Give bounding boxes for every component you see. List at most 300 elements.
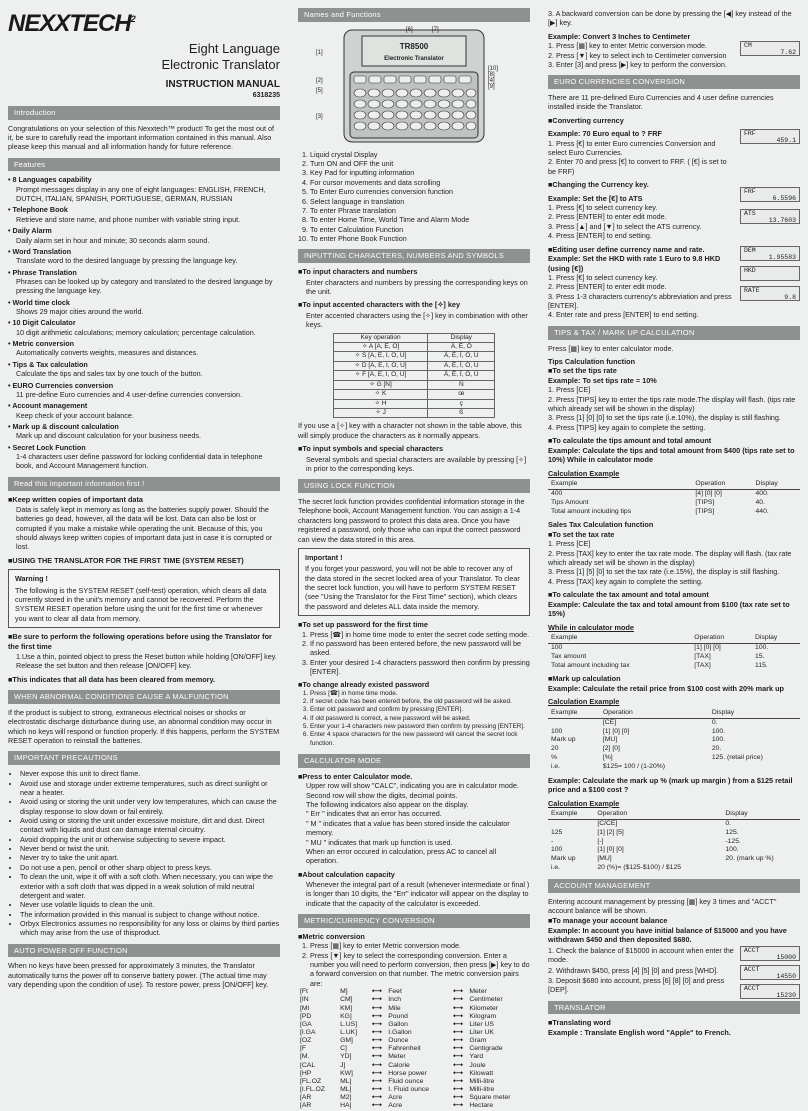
table-row bbox=[548, 855, 800, 864]
accent-text: Enter accented characters using the [✧] key in combination with other keys. bbox=[306, 310, 528, 330]
double-arrow-icon: ⟷ bbox=[452, 1061, 463, 1069]
change-password-steps bbox=[310, 690, 530, 748]
table-cell: [TAX] bbox=[694, 652, 711, 660]
right-column bbox=[540, 0, 808, 1095]
metric-pair-to: Kilometer bbox=[469, 1004, 499, 1012]
table-cell: [%] bbox=[602, 754, 613, 762]
tax-set-step: 2. Press [TAX] key to enter the tax rate mode. The display will flash. (tax rate which already set will be shown in the display) bbox=[548, 548, 792, 568]
lcd-frf: FRF 459.1 bbox=[740, 129, 800, 144]
table-cell: [TIPS] bbox=[695, 507, 715, 515]
metric-steps bbox=[310, 941, 530, 988]
metric-pair-row bbox=[298, 1078, 530, 1086]
lcd-rate: RATE 9.8 bbox=[740, 286, 800, 301]
table-cell bbox=[709, 763, 800, 772]
key-table-row bbox=[333, 342, 494, 351]
change-password-step: 3. Enter old password and confirm by pressing [ENTER]. bbox=[310, 706, 530, 714]
table-row bbox=[548, 728, 800, 737]
callout-8: [8] bbox=[488, 71, 495, 78]
metric-pair-from: Gallon bbox=[388, 1020, 408, 1028]
table-row bbox=[548, 662, 800, 671]
double-arrow-icon: ⟷ bbox=[371, 1077, 382, 1085]
lock-important-box bbox=[298, 548, 530, 616]
double-arrow-icon: ⟷ bbox=[371, 1053, 382, 1061]
table-cell: 100 bbox=[551, 643, 563, 651]
feature-desc: Daily alarm set in hour and minute; 30 seconds alarm sound. bbox=[16, 235, 210, 245]
changing-step: 2. Press [ENTER] to enter edit mode. bbox=[548, 212, 667, 222]
metric-pair-to: Yard bbox=[469, 1053, 484, 1061]
metric-pair-from: Horse power bbox=[388, 1069, 427, 1077]
table-row bbox=[548, 643, 800, 652]
table-cell: [1] [2] [5] bbox=[597, 828, 624, 836]
metric-pair-row bbox=[298, 1070, 530, 1078]
table-cell: [2] [0] bbox=[602, 745, 620, 753]
table-cell bbox=[722, 864, 800, 873]
device-model-label: TR8500 bbox=[399, 41, 429, 51]
callout-3: [3] bbox=[316, 113, 323, 120]
account-step: 2. Withdrawn $450, press [4] [5] [0] and press [WHD]. bbox=[548, 965, 719, 975]
double-arrow-icon: ⟷ bbox=[452, 1094, 463, 1102]
features-list bbox=[8, 175, 280, 470]
intro-heading: Introduction bbox=[8, 106, 280, 120]
double-arrow-icon: ⟷ bbox=[371, 988, 382, 996]
callout-6: [6] bbox=[406, 26, 413, 33]
metric-pair-code: KM] bbox=[340, 1004, 353, 1012]
feature-desc: 11 pre-define Euro currencies and 4 user-define currencies conversion. bbox=[16, 389, 242, 399]
editing-step: 4. Enter rate and press [ENTER] to end setting. bbox=[548, 310, 699, 320]
metric-pair-code: M2] bbox=[340, 1094, 352, 1102]
table-cell: 100. bbox=[755, 643, 769, 651]
feature-desc: Phrases can be looked up by category and translated to the desired language by pressing the language key. bbox=[16, 276, 273, 296]
double-arrow-icon: ⟷ bbox=[452, 1069, 463, 1077]
double-arrow-icon: ⟷ bbox=[452, 1086, 463, 1094]
metric-pair-code: [AR bbox=[300, 1102, 312, 1110]
euro-text: There are 11 pre-defined Euro Currencies and 4 user define currencies installed inside the Translator. bbox=[548, 93, 774, 112]
be-sure-heading: ■Be sure to perform the following operations before using the Translator for the first time bbox=[8, 632, 272, 651]
table-cell: 440. bbox=[755, 507, 769, 515]
metric-pair-code: [M. bbox=[300, 1053, 310, 1061]
metric-step: 2. Press [▼] key to select the corresponding conversion. Enter a number you will need to perform conversion, then press [▶] key to do a forward conversion on that number. The metric conversion pairs are: bbox=[310, 951, 530, 988]
key-table-cell: ç bbox=[428, 399, 495, 408]
tips-set-step: 3. Press [1] [0] [0] to set the tips rate (i.e.10%), the display is still flashing. bbox=[548, 413, 781, 423]
names-item: 1. Liquid crystal Display bbox=[310, 150, 530, 159]
table-row bbox=[548, 508, 800, 517]
callout-1: [1] bbox=[316, 49, 323, 56]
metric-pairs-table bbox=[298, 988, 530, 1110]
changing-step: 1. Press [€] to select currency key. bbox=[548, 203, 658, 213]
double-arrow-icon: ⟷ bbox=[371, 1004, 382, 1012]
feature-desc: 1-4 characters user define password for locking confidential data in telephone book, and Account Management function. bbox=[16, 452, 263, 471]
metric-pair-row bbox=[298, 1045, 530, 1053]
table-cell: Tax amount bbox=[551, 652, 587, 660]
precaution-item: • To clean the unit, wipe it off with a soft cloth. When necessary, you can wipe the exterior with a soft cloth that was dipped in a weak solution of mild neutral detergent and water. bbox=[20, 872, 280, 900]
tax-calc-heading: ■To calculate the tax amount and total amount bbox=[548, 590, 709, 600]
lock-important-title: Important ! bbox=[305, 552, 343, 562]
account-heading: ACCOUNT MANAGEMENT bbox=[548, 879, 800, 893]
metric-pair-to: Meter bbox=[469, 988, 487, 996]
metric-conversion-heading: ■Metric conversion bbox=[298, 931, 365, 941]
keep-copies-heading: ■Keep written copies of important data bbox=[8, 494, 143, 504]
change-password-step: 6. Enter 4 space characters for the new password will cancel the secret lock function. bbox=[310, 731, 530, 748]
features-heading: Features bbox=[8, 158, 280, 172]
warning-text: The following is the SYSTEM RESET (self-test) operation, which clears all data currently stored in the unit's memory and cannot be recovered. Perform the SYSTEM RESET operation before using the unit for the first time or whenever you want to clear all data from memory. bbox=[15, 585, 267, 623]
key-table-cell: ✧ J bbox=[333, 409, 428, 418]
symbols-heading: ■To input symbols and special characters bbox=[298, 444, 443, 454]
device-drawing bbox=[314, 26, 514, 146]
key-table-header-display: Display bbox=[428, 333, 495, 342]
input-chars-text: Enter characters and numbers by pressing the corresponding keys on the unit. bbox=[306, 277, 528, 296]
precaution-item: • Avoid using or storing the unit under very low temperatures, which can cause the display response to slow down or fail entirely. bbox=[20, 797, 280, 816]
autopower-heading: AUTO POWER OFF FUNCTION bbox=[8, 944, 280, 958]
feature-title: • 8 Languages capability bbox=[8, 175, 92, 185]
tips-set-example: Example: To set tips rate = 10% bbox=[548, 375, 657, 385]
device-model-sub: Electronic Translator bbox=[384, 55, 444, 62]
product-title: Eight Language Electronic Translator bbox=[161, 41, 280, 73]
tips-set-heading: ■To set the tips rate bbox=[548, 366, 617, 376]
callout-5: [5] bbox=[316, 87, 323, 94]
names-item: 8. To enter Home Time, World Time and Alarm Mode bbox=[310, 215, 530, 224]
metric-pair-row bbox=[298, 1037, 530, 1045]
tips-example-label: Calculation Example bbox=[548, 468, 620, 478]
tips-set-step: 2. Press [TIPS] key to enter the tips rate mode.The display will flash. (tips rate which already set will be shown in the display) bbox=[548, 394, 796, 414]
double-arrow-icon: ⟷ bbox=[452, 1028, 463, 1036]
feature-title: • World time clock bbox=[8, 297, 70, 307]
table-cell: [CE] bbox=[602, 718, 617, 726]
metric-pair-code: [MI bbox=[300, 1004, 310, 1012]
changing-step: 3. Press [▲] and [▼] to select the ATS currency. bbox=[548, 221, 702, 231]
metric-pair-to: Liter UK bbox=[469, 1028, 494, 1036]
names-item: 5. To Enter Euro currencies conversion function bbox=[310, 187, 530, 196]
warning-title: Warning ! bbox=[15, 574, 48, 584]
table-cell: [C/CE] bbox=[597, 819, 618, 827]
metric-pair-from: Feet bbox=[388, 988, 402, 996]
converting-example: Example: 70 Euro equal to ? FRF bbox=[548, 129, 662, 139]
table-row bbox=[548, 653, 800, 662]
set-password-steps bbox=[310, 630, 530, 677]
left-column bbox=[0, 0, 288, 1095]
metric-pair-from: Mile bbox=[388, 1004, 401, 1012]
tips-set-steps bbox=[548, 385, 800, 432]
metric-pair-to: Milli-litre bbox=[469, 1077, 495, 1085]
precaution-item: • Never bend or twist the unit. bbox=[20, 844, 280, 853]
double-arrow-icon: ⟷ bbox=[371, 1045, 382, 1053]
table-row bbox=[548, 736, 800, 745]
calc-item: " M " indicates that a value has been stored inside the calculator memory. bbox=[306, 818, 510, 838]
lcd-acct-3: ACCT 15230 bbox=[740, 984, 800, 999]
tips-text: Press [▦] key to enter calculator mode. bbox=[548, 343, 674, 353]
table-cell bbox=[548, 718, 600, 727]
metric-pair-code: C] bbox=[340, 1045, 347, 1053]
example-cm-step: 3. Enter [3] and press [▶] key to perform the conversion. bbox=[548, 59, 727, 69]
names-item: 3. Key Pad for inputting information bbox=[310, 168, 530, 177]
key-table-row bbox=[333, 371, 494, 380]
precaution-item: • Do not use a pen, pencil or other sharp object to press keys. bbox=[20, 863, 280, 872]
euro-heading: EURO CURRENCIES CONVERSION bbox=[548, 75, 800, 89]
table-cell: Total amount including tips bbox=[551, 507, 632, 515]
precaution-item: • Avoid use and storage under extreme temperatures, such as direct sunlight or near a heater. bbox=[20, 779, 280, 798]
table-cell: 100. bbox=[725, 846, 739, 854]
example-cm-step: 1. Press [▦] key to enter Metric conversion mode. bbox=[548, 41, 707, 51]
set-password-step: 2. If no password has been entered before, the new password will be asked. bbox=[310, 639, 530, 658]
table-row bbox=[548, 489, 800, 498]
metric-pair-from: I. Fluid ounce bbox=[388, 1086, 430, 1094]
lock-heading: USING LOCK FUNCTION bbox=[298, 479, 530, 493]
tax-example-table: Example Operation Display 100 [1] [0] [0] 100. Tax amount [TAX] 15. Total amount including tax [TAX] 115. bbox=[548, 634, 800, 670]
be-sure-text: 1.Use a thin, pointed object to press the Reset button while holding [ON/OFF] key. Release the set button and then release [ON/OFF] key. bbox=[16, 652, 277, 671]
metric-pair-to: Kilogram bbox=[469, 1012, 497, 1020]
converting-heading: ■Converting currency bbox=[548, 115, 624, 125]
table-cell: 20 (%)= ($125-$100) / $125 bbox=[597, 864, 682, 872]
table-cell: 100. bbox=[711, 736, 726, 744]
example-cm-block bbox=[548, 41, 800, 69]
key-table-header-op: Key operation bbox=[333, 333, 428, 342]
feature-title: • Metric conversion bbox=[8, 339, 75, 349]
accent-after-text: If you use a [✧] key with a character not shown in the table above, this will simply produce the characters as it normally appears. bbox=[298, 421, 522, 440]
metric-pair-to: Kilowatt bbox=[469, 1069, 494, 1077]
metric-pair-to: Milli-litre bbox=[469, 1086, 495, 1094]
table-row bbox=[548, 829, 800, 838]
lcd-acct-2: ACCT 14550 bbox=[740, 965, 800, 980]
key-table-row bbox=[333, 380, 494, 389]
feature-title: • 10 Digit Calculator bbox=[8, 318, 76, 328]
table-cell: 400 bbox=[551, 489, 563, 497]
table-row bbox=[548, 864, 800, 873]
metric-pair-from: I.Gallon bbox=[388, 1028, 412, 1036]
feature-desc: Translate word to the desired language by pressing the language key. bbox=[16, 256, 238, 266]
warning-box bbox=[8, 569, 280, 628]
feature-desc: Calculate the tips and sales tax by one touch of the button. bbox=[16, 369, 203, 379]
table-cell: [TAX] bbox=[694, 661, 711, 669]
backward-conversion-text: 3. A backward conversion can be done by pressing the [◀] key instead of the [▶] key. bbox=[548, 9, 792, 28]
metric-pair-row bbox=[298, 988, 530, 996]
example-cm-step: 2. Press [▼] key to select inch to Centimeter conversion bbox=[548, 50, 727, 60]
double-arrow-icon: ⟷ bbox=[371, 1069, 382, 1077]
table-cell: 400. bbox=[755, 489, 769, 497]
change-password-step: 1. Press [☎] in home time mode. bbox=[310, 690, 530, 698]
markup-example: Example: Calculate the retail price from $100 cost with 20% mark up bbox=[548, 683, 785, 693]
tax-set-step: 4. Press [TAX] key again to complete the setting. bbox=[548, 576, 703, 586]
table-row bbox=[548, 745, 800, 754]
tips-example-table: Example Operation Display 400 [4] [0] [0] 400. Tips Amount [TIPS] 40. Total amount including tips [TIPS] 440. bbox=[548, 480, 800, 516]
double-arrow-icon: ⟷ bbox=[452, 1020, 463, 1028]
double-arrow-icon: ⟷ bbox=[452, 1037, 463, 1045]
table-cell: 0. bbox=[725, 819, 732, 827]
metric-pair-row bbox=[298, 1053, 530, 1061]
tips-heading: TIPS & TAX / MARK UP CALCULATION bbox=[548, 326, 800, 340]
table-cell: Total amount including tax bbox=[551, 661, 630, 669]
precaution-item: • Never try to take the unit apart. bbox=[20, 853, 280, 862]
calc-item: " Err " indicates that an error has occurred. bbox=[306, 809, 442, 819]
key-table-cell: ✧ F [A, E, I, O, U] bbox=[333, 371, 428, 380]
feature-desc: Retrieve and store name, and phone number with variable string input. bbox=[16, 214, 241, 224]
table-cell: Mark up bbox=[551, 855, 576, 863]
calc-capacity-text: Whenever the integral part of a result (whenever intermediate or final ) is longer than 10 digits, the "Err" indicator will appear on the display to indicate that the capacity of the calculator is exceeded. bbox=[306, 880, 530, 908]
table-cell: 20 bbox=[551, 745, 559, 753]
precaution-item: • Avoid dropping the unit or otherwise subjecting to severe impact. bbox=[20, 835, 280, 844]
metric-pair-code: CM] bbox=[340, 996, 353, 1004]
table-cell: -125. bbox=[725, 837, 741, 845]
metric-pair-code: HA] bbox=[340, 1102, 352, 1110]
metric-pair-code: [CAL bbox=[300, 1061, 316, 1069]
tax-while-label: While in calculator mode bbox=[548, 622, 634, 632]
metric-step: 1. Press [▦] key to enter Metric conversion mode. bbox=[310, 941, 530, 950]
brand-logo: NEXXTECH$^2$ bbox=[8, 10, 135, 37]
intro-text: Congratulations on your selection of this Nexxtech™ product! To get the most out of it, be sure to carefully read the important information contained in this manual. Also please keep this manual and all information handy for future reference. bbox=[8, 123, 274, 152]
table-cell: i.e. bbox=[551, 864, 561, 872]
double-arrow-icon: ⟷ bbox=[371, 1102, 382, 1110]
metric-pair-row bbox=[298, 1005, 530, 1013]
calc-items bbox=[306, 781, 530, 865]
table-cell: 125. bbox=[725, 828, 739, 836]
markup-example-table: Example Operation Display [CE] 0. 100 [1] [0] [0] 100. Mark up [MU] 100. 20 [2] [0] 20. % [%] 125. (retail price) i.e. $125= 100 / (1-20%) bbox=[548, 709, 800, 772]
precaution-item: • Never expose this unit to direct flame. bbox=[20, 769, 280, 778]
callout-7: [7] bbox=[432, 26, 439, 33]
table-cell: Mark up bbox=[551, 736, 576, 744]
calc-item: Upper row will show "CALC", indicating you are in calculator mode. bbox=[306, 781, 519, 791]
editing-example: Example: Set the HKD with rate 1 Euro to 9.8 HKD (using [€]) bbox=[548, 254, 721, 273]
tax-function-heading: Sales Tax Calculation function bbox=[548, 520, 654, 530]
callout-9: [9] bbox=[488, 83, 495, 90]
table-row bbox=[548, 754, 800, 763]
example-cm-heading: Example: Convert 3 Inches to Centimeter bbox=[548, 31, 691, 41]
calc-item: The following indicators also appear on the display. bbox=[306, 800, 469, 810]
converting-step: 2. Enter 70 and press [€] to convert to FRF. ( [€] is set to be FRF) bbox=[548, 157, 727, 176]
key-table-cell: ✧ S [A, E, I, O, U] bbox=[333, 352, 428, 361]
tax-set-heading: ■To set the tax rate bbox=[548, 529, 615, 539]
metric-pair-row bbox=[298, 1062, 530, 1070]
changing-step: 4. Press [ENTER] to end setting. bbox=[548, 231, 652, 241]
metric-pair-row bbox=[298, 996, 530, 1004]
double-arrow-icon: ⟷ bbox=[452, 1045, 463, 1053]
table-row bbox=[548, 718, 800, 727]
feature-desc: Keep check of your account balance. bbox=[16, 410, 134, 420]
metric-pair-from: Pound bbox=[388, 1012, 408, 1020]
table-cell: 20. (mark up %) bbox=[725, 855, 774, 863]
table-cell: 0. bbox=[711, 718, 718, 726]
metric-pair-row bbox=[298, 1102, 530, 1110]
metric-pair-row bbox=[298, 1021, 530, 1029]
translator-heading: TRANSLATOR bbox=[548, 1001, 800, 1015]
table-row bbox=[548, 838, 800, 847]
editing-step: 2. Press [ENTER] to enter edit mode. bbox=[548, 282, 667, 292]
key-table-row bbox=[333, 399, 494, 408]
lcd-acct-1: ACCT 15000 bbox=[740, 946, 800, 961]
table-cell: 100 bbox=[551, 846, 563, 854]
key-table-cell: ß bbox=[428, 409, 495, 418]
table-row bbox=[548, 846, 800, 855]
calc-enter-heading: ■Press to enter Calculator mode. bbox=[298, 771, 413, 781]
account-manage-heading: ■To manage your account balance bbox=[548, 916, 668, 926]
cleared-note: ■This indicates that all data has been cleared from memory. bbox=[8, 674, 216, 684]
tax-set-steps bbox=[548, 539, 800, 586]
tips-set-step: 4. Press [TIPS] key again to complete the setting. bbox=[548, 422, 706, 432]
table-cell: [MU] bbox=[602, 736, 618, 744]
metric-pair-code: [AR bbox=[300, 1094, 312, 1102]
metric-pair-code: GM] bbox=[340, 1037, 353, 1045]
account-step: 1. Check the balance of $15000 in account when enter the mode. bbox=[548, 945, 734, 965]
translating-example: Example : Translate English word "Apple" to French. bbox=[548, 1027, 731, 1037]
symbols-text: Several symbols and special characters are available by pressing [✧] in prior to the corresponding keys. bbox=[306, 454, 527, 473]
feature-desc: Shows 29 major cities around the world. bbox=[16, 307, 144, 317]
table-cell: Tips Amount bbox=[551, 498, 589, 506]
key-table-cell: ✧ A [A, E, O] bbox=[333, 342, 428, 351]
names-item: 7. To enter Phrase translation bbox=[310, 206, 530, 215]
double-arrow-icon: ⟷ bbox=[371, 1020, 382, 1028]
key-table-cell: ✧ H bbox=[333, 399, 428, 408]
metric-pair-to: Centimeter bbox=[469, 996, 503, 1004]
double-arrow-icon: ⟷ bbox=[452, 988, 463, 996]
account-text: Entering account management by pressing [▦] key 3 times and "ACCT" account balance will be shown. bbox=[548, 896, 777, 916]
metric-pair-to: Joule bbox=[469, 1061, 486, 1069]
metric-pair-code: [F bbox=[300, 1045, 307, 1053]
table-cell bbox=[548, 819, 594, 828]
precaution-item: • Never use volatile liquids to clean the unit. bbox=[20, 900, 280, 909]
double-arrow-icon: ⟷ bbox=[452, 1012, 463, 1020]
important-heading: Read this important information first ! bbox=[8, 477, 280, 491]
lcd-ats: ATS 13.7603 bbox=[740, 209, 800, 224]
metric-pair-from: Acre bbox=[388, 1102, 403, 1110]
metric-pair-from: Fluid ounce bbox=[388, 1077, 424, 1085]
metric-pair-code: [I.FL.OZ bbox=[300, 1086, 325, 1094]
translating-heading: ■Translating word bbox=[548, 1018, 611, 1028]
lcd-frf-2: FRF 6.5596 bbox=[740, 187, 800, 202]
table-row bbox=[548, 819, 800, 828]
precaution-item: • Avoid using or storing the unit under excessive moisture, dirt and dust. Direct contact with liquids and dust can damage internal circuitry. bbox=[20, 816, 280, 835]
double-arrow-icon: ⟷ bbox=[371, 1028, 382, 1036]
table-cell: [MU] bbox=[597, 855, 612, 863]
key-table-cell: Ä, Ë, Ö bbox=[428, 342, 495, 351]
names-item: 2. Turn ON and OFF the unit bbox=[310, 159, 530, 168]
metric-heading: METRIC/CURRENCY CONVERSION bbox=[298, 914, 530, 928]
names-heading: Names and Functions bbox=[298, 8, 530, 22]
metric-pair-code: M] bbox=[340, 988, 348, 996]
table-cell: [4] [0] [0] bbox=[695, 489, 722, 497]
metric-pair-row bbox=[298, 1094, 530, 1102]
precautions-list bbox=[20, 769, 280, 937]
key-table-cell: Ñ bbox=[428, 380, 495, 389]
lcd-dem: DEM 1.95583 bbox=[740, 246, 800, 261]
double-arrow-icon: ⟷ bbox=[452, 1053, 463, 1061]
accent-key-table bbox=[333, 333, 495, 419]
metric-pair-code: L.US] bbox=[340, 1020, 358, 1028]
feature-desc: 10 digit arithmetic calculations; memory calculation; percentage calculation. bbox=[16, 327, 256, 337]
metric-pair-code: KW] bbox=[340, 1069, 353, 1077]
table-cell: i.e. bbox=[551, 762, 561, 770]
feature-title: • Account management bbox=[8, 401, 88, 411]
metric-pair-from: Meter bbox=[388, 1053, 406, 1061]
key-table-cell: œ bbox=[428, 390, 495, 399]
key-table-cell: ✧ K bbox=[333, 390, 428, 399]
change-password-step: 5. Enter your 1-4 characters new password then confirm by pressing [ENTER]. bbox=[310, 723, 530, 731]
malfunction-text: If the product is subject to strong, extraneous electrical noises or shocks or electrostatic discharge disturbance during use, an abnormal condition may occur in which no keys will respond or function properly. If this happens, perform the SYSTEM RESET operation to reinstall the batteries. bbox=[8, 708, 280, 746]
feature-title: • Mark up & discount calculation bbox=[8, 421, 119, 431]
keep-copies-text: Data is safely kept in memory as long as the batteries supply power. Should the batteries go dead, however, all the data will be lost. Data can also be lost or corrupted if you make a mistake while operating the unit. Because of this, you should always keep written copies of important data just in case it is corrupted or lost. bbox=[16, 505, 273, 552]
table-cell: 100. bbox=[711, 727, 726, 735]
metric-pair-code: [Ft bbox=[300, 988, 308, 996]
editing-step: 3. Press 1-3 characters currency's abbreviation and press [ENTER]. bbox=[548, 291, 732, 311]
table-cell: $125= 100 / (1-20%) bbox=[602, 762, 666, 770]
metric-pair-to: Centigrade bbox=[469, 1045, 503, 1053]
input-chars-heading: ■To input characters and numbers bbox=[298, 267, 418, 277]
accent-heading: ■To input accented characters with the [✧] key bbox=[298, 300, 461, 310]
table-cell: 100 bbox=[551, 727, 563, 735]
precaution-item: • The information provided in this manual is subject to change without notice. bbox=[20, 910, 280, 919]
changing-example: Example: Set the [€] to ATS bbox=[548, 193, 643, 203]
table-cell: 15. bbox=[755, 652, 765, 660]
metric-pair-code: ML] bbox=[340, 1077, 352, 1085]
metric-pair-from: Calorie bbox=[388, 1061, 410, 1069]
editing-step: 1. Press [€] to select currency key. bbox=[548, 273, 658, 283]
feature-title: • Telephone Book bbox=[8, 205, 68, 215]
